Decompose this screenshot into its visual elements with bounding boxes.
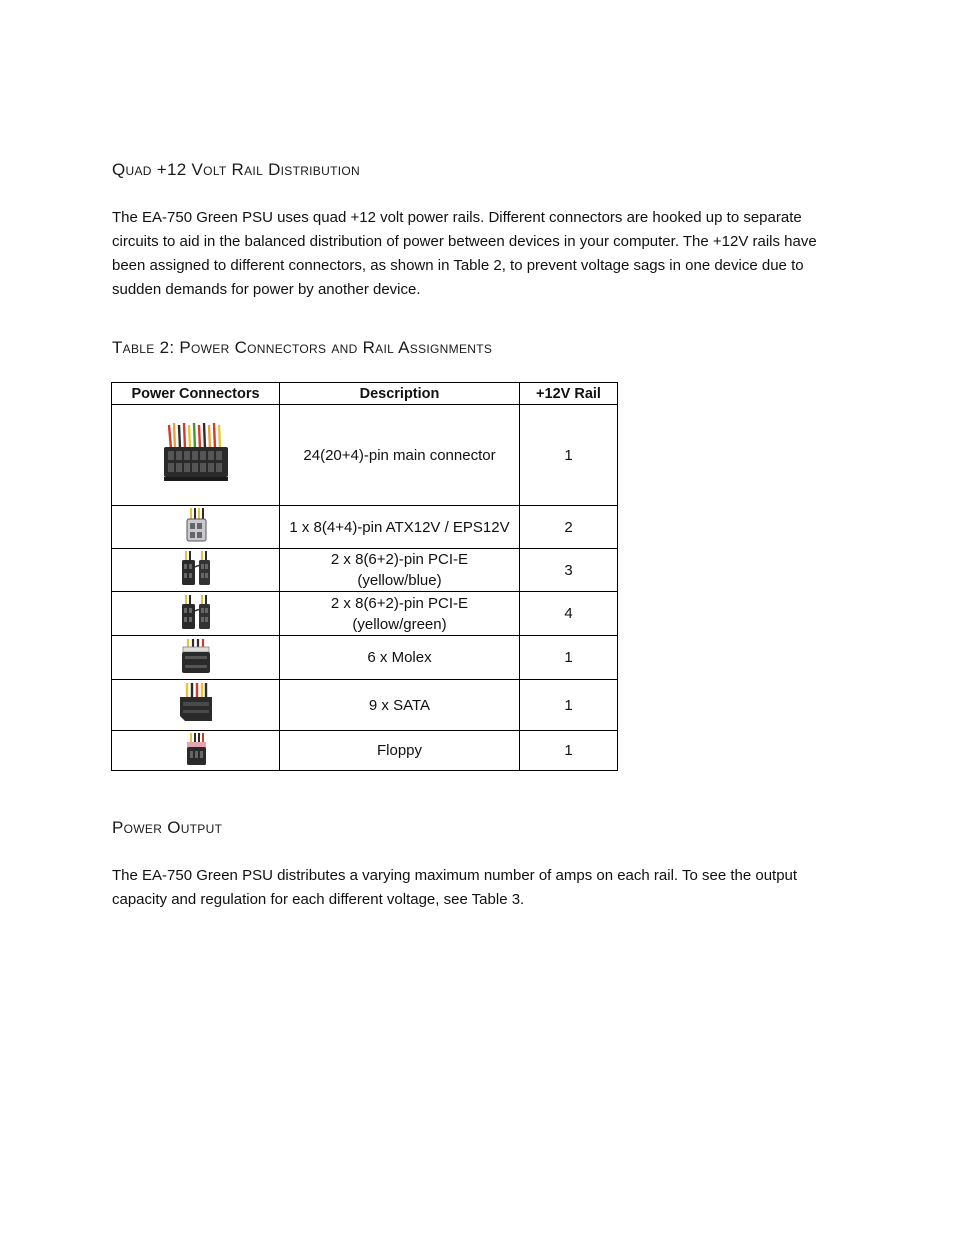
description-cell xyxy=(280,731,520,771)
rail-cell: 2 xyxy=(520,506,618,549)
description-line: 6 x Molex xyxy=(367,649,432,666)
description-line: 2 x 8(6+2)-pin PCI-E xyxy=(330,551,469,568)
connectors-table xyxy=(111,382,618,771)
description-line: 2 x 8(6+2)-pin PCI-E xyxy=(330,594,469,612)
table-row xyxy=(112,731,618,771)
pcie-connector-icon xyxy=(116,595,275,633)
table-row xyxy=(112,549,618,592)
description-line: (yellow/green) xyxy=(352,615,447,633)
table-row xyxy=(112,636,618,680)
rail-distribution-heading: Quad +12 Volt Rail Distribution xyxy=(112,160,360,179)
power-output-paragraph: The EA-750 Green PSU distributes a varying maximum number of amps on each rail. To see the output capacity and regulation for each different voltage, see Table 3. xyxy=(112,867,798,908)
floppy-connector-icon xyxy=(116,733,275,769)
connector-image-cell xyxy=(112,731,280,771)
sata-connector-icon xyxy=(116,683,275,727)
connector-image-cell xyxy=(112,592,280,636)
atx-24pin-connector-icon xyxy=(116,423,275,487)
rail-cell: 1 xyxy=(520,636,618,680)
power-output-heading: Power Output xyxy=(112,818,223,837)
header-description: Description xyxy=(280,383,520,405)
connector-image-cell xyxy=(112,636,280,680)
description-line: 24(20+4)-pin main connector xyxy=(303,446,496,464)
description-cell xyxy=(280,405,520,506)
molex-connector-icon xyxy=(116,639,275,677)
description-line: 9 x SATA xyxy=(368,696,431,714)
header-12v-rail: +12V Rail xyxy=(520,383,618,405)
connector-image-cell xyxy=(112,680,280,731)
rail-cell: 1 xyxy=(520,680,618,731)
rail-cell: 1 xyxy=(520,405,618,506)
rail-cell: 3 xyxy=(520,549,618,592)
connector-image-cell xyxy=(112,549,280,592)
description-line: Floppy xyxy=(376,742,423,759)
table-row xyxy=(112,405,618,506)
table-row xyxy=(112,506,618,549)
connector-image-cell xyxy=(112,506,280,549)
table-row xyxy=(112,680,618,731)
connector-image-cell xyxy=(112,405,280,506)
description-cell xyxy=(280,549,520,592)
description-cell xyxy=(280,636,520,680)
description-cell xyxy=(280,506,520,549)
pcie-connector-icon xyxy=(116,551,275,589)
description-line: (yellow/blue) xyxy=(357,572,442,589)
table-2-heading: Table 2: Power Connectors and Rail Assignments xyxy=(112,338,493,357)
header-power-connectors: Power Connectors xyxy=(112,383,280,405)
description-line: 1 x 8(4+4)-pin ATX12V / EPS12V xyxy=(289,518,510,536)
description-cell xyxy=(280,592,520,636)
rail-cell: 1 xyxy=(520,731,618,771)
rail-distribution-paragraph: The EA-750 Green PSU uses quad +12 volt power rails. Different connectors are hooked up to separate circuits to aid in the balanced distribution of power between devices in your computer. The +12V rails have been assigned to different connectors, as shown in Table 2, to prevent voltage sags in one device due to sudden demands for power by another device. xyxy=(112,209,817,298)
rail-cell: 4 xyxy=(520,592,618,636)
eps-8pin-connector-icon xyxy=(116,508,275,546)
description-cell xyxy=(280,680,520,731)
table-row xyxy=(112,592,618,636)
table-header-row xyxy=(112,383,618,405)
